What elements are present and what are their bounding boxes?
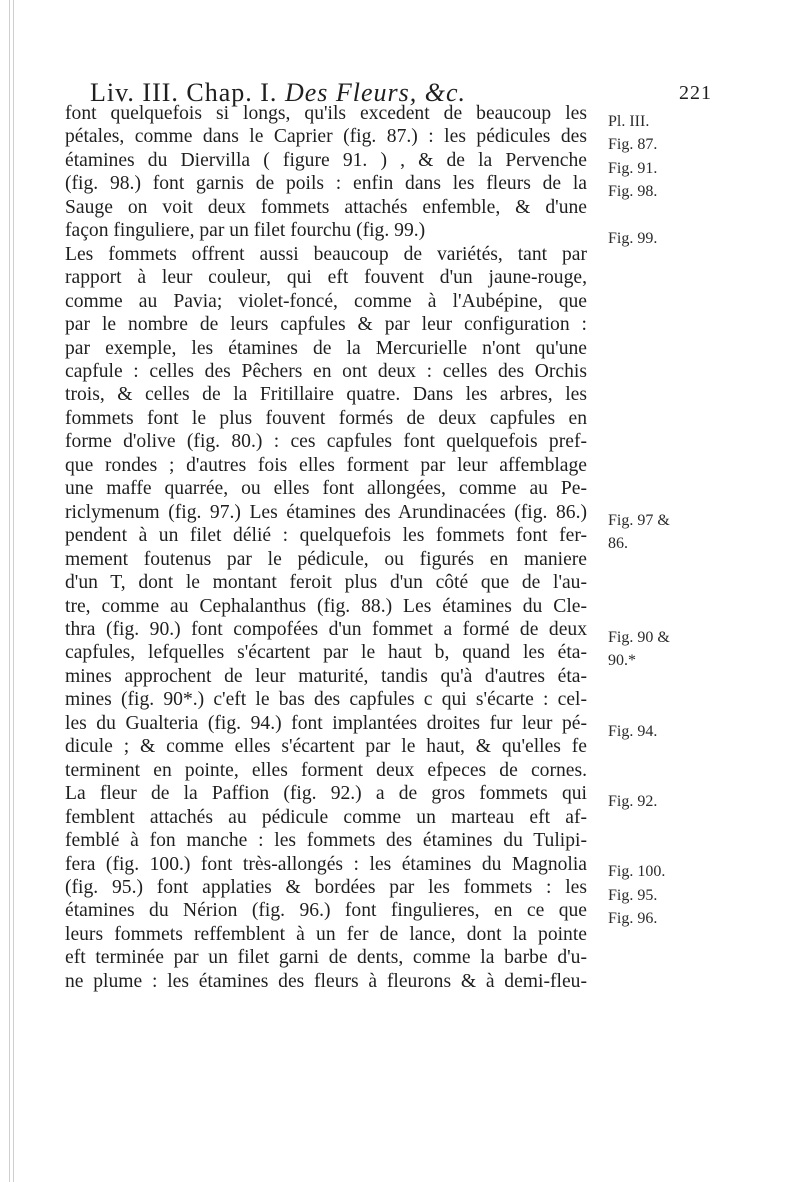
text-line: fera (fig. 100.) font très-allongés : les étamines du Magnolia <box>65 853 587 875</box>
text-line: La fleur de la Paffion (fig. 92.) a de gros fommets qui <box>65 783 587 805</box>
text-line: dicule ; & comme elles s'écartent par le haut, & qu'elles fe <box>65 736 587 758</box>
running-head-prefix: Liv. III. Chap. I. <box>90 78 278 107</box>
text-line: fommets font le plus fouvent formés de deux capfules en <box>65 407 587 429</box>
margin-note: Fig. 95. <box>608 886 658 904</box>
margin-note: Fig. 99. <box>608 230 658 248</box>
text-line: mines (fig. 90*.) c'eft le bas des capfules c qui s'écarte : cel- <box>65 689 587 711</box>
text-line: riclymenum (fig. 97.) Les étamines des Arundinacées (fig. 86.) <box>65 501 587 523</box>
text-line: les du Gualteria (fig. 94.) font implantées droites fur leur pé- <box>65 712 587 734</box>
text-line: capfules, lefquelles s'écartent par le haut b, quand les éta- <box>65 642 587 664</box>
text-line: ne plume : les étamines des fleurs à fleurons & à demi-fleu- <box>65 970 587 992</box>
text-line: par le nombre de leurs capfules & par leur configuration : <box>65 314 587 336</box>
page-gutter-line <box>9 0 10 1182</box>
running-head-italic: Des Fleurs, &c. <box>284 78 467 107</box>
margin-note: Fig. 98. <box>608 183 658 201</box>
text-line: mement foutenus par le pédicule, ou figurés en maniere <box>65 548 587 570</box>
margin-note: Fig. 90 & <box>608 628 670 646</box>
text-line: leurs fommets reffemblent à un fer de lance, dont la pointe <box>65 923 587 945</box>
text-line: d'un T, dont le montant feroit plus d'un côté que de l'au- <box>65 572 587 594</box>
page-number: 221 <box>679 82 712 104</box>
text-line: étamines du Nérion (fig. 96.) font fingulieres, en ce que <box>65 900 587 922</box>
text-line: que rondes ; d'autres fois elles forment par leur affemblage <box>65 454 587 476</box>
margin-note: Fig. 94. <box>608 722 658 740</box>
margin-note: Fig. 87. <box>608 136 658 154</box>
text-line: étamines du Diervilla ( figure 91. ) , & de la Pervenche <box>65 149 587 171</box>
text-line: terminent en pointe, elles forment deux efpeces de cornes. <box>65 759 587 781</box>
margin-note: Fig. 97 & <box>608 511 670 529</box>
text-line: femblent attachés au pédicule comme un marteau eft af- <box>65 806 587 828</box>
text-line: thra (fig. 90.) font compofées d'un fommet a formé de deux <box>65 618 587 640</box>
margin-note: Pl. III. <box>608 113 650 130</box>
body-text <box>65 102 587 993</box>
text-line: mines approchent de leur maturité, tandis qu'à d'autres éta- <box>65 665 587 687</box>
margin-note: Fig. 100. <box>608 863 666 881</box>
text-line: (fig. 98.) font garnis de poils : enfin dans les fleurs de la <box>65 173 587 195</box>
text-line: capfule : celles des Pêchers en ont deux : celles des Orchis <box>65 360 587 382</box>
text-line: (fig. 95.) font applaties & bordées par les fommets : les <box>65 876 587 898</box>
margin-note: Fig. 96. <box>608 910 658 928</box>
text-line: par exemple, les étamines de la Mercurielle n'ont qu'une <box>65 337 587 359</box>
text-line: Sauge on voit deux fommets attachés enfemble, & d'une <box>65 196 587 218</box>
text-line: forme d'olive (fig. 80.) : ces capfules font quelquefois pref- <box>65 431 587 453</box>
page-gutter-line <box>13 0 14 1182</box>
text-line: pétales, comme dans le Caprier (fig. 87.) : les pédicules des <box>65 126 587 148</box>
text-line: façon finguliere, par un filet fourchu (fig. 99.) <box>65 220 426 242</box>
text-line: trois, & celles de la Fritillaire quatre. Dans les arbres, les <box>65 384 587 406</box>
text-line: eft terminée par un filet garni de dents, comme la barbe d'u- <box>65 947 587 969</box>
margin-note: Fig. 91. <box>608 159 658 177</box>
text-line: rapport à leur couleur, qui eft fouvent d'un jaune-rouge, <box>65 267 587 289</box>
text-line: femblé à fon manche : les fommets des étamines du Tulipi- <box>65 830 587 852</box>
text-line: comme au Pavia; violet-foncé, comme à l'Aubépine, que <box>65 290 587 312</box>
margin-note: 86. <box>608 535 628 553</box>
text-line: une maffe quarrée, ou elles font allongées, comme au Pe- <box>65 478 587 500</box>
margin-note: Fig. 92. <box>608 793 658 811</box>
text-line: Les fommets offrent aussi beaucoup de variétés, tant par <box>65 243 587 265</box>
text-line: tre, comme au Cephalanthus (fig. 88.) Les étamines du Cle- <box>65 595 587 617</box>
text-line: font quelquefois si longs, qu'ils excedent de beaucoup les <box>65 103 587 124</box>
margin-note: 90.* <box>608 652 636 670</box>
text-line: pendent à un filet délié : quelquefois les fommets font fer- <box>65 525 587 547</box>
